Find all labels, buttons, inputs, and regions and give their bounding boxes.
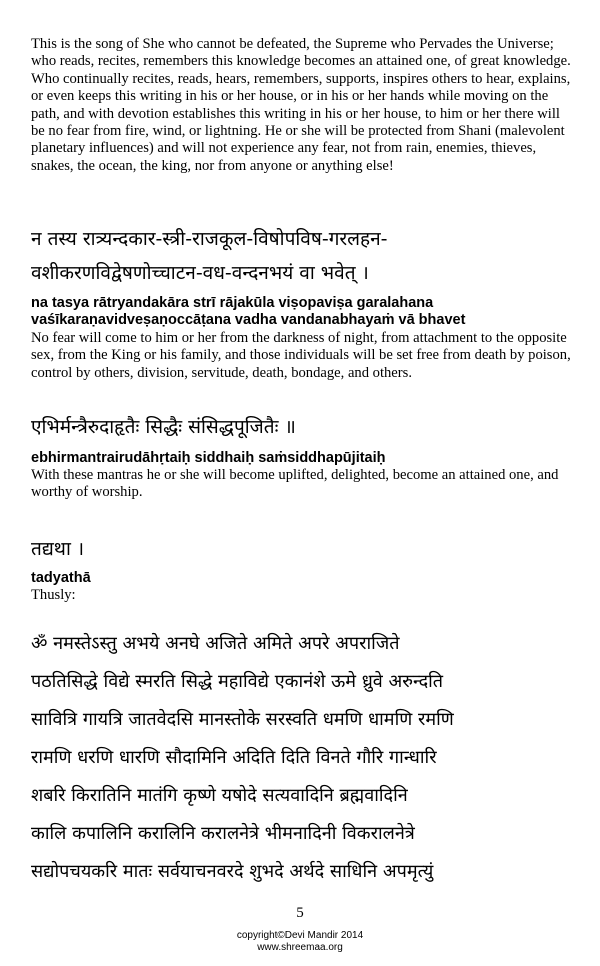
verse-2-transliteration	[31, 450, 581, 467]
mantra-line: सद्योपचयकरि मातः सर्वयाचनवरदे शुभदे अर्थदे साधिनि अपमृत्युं	[31, 861, 434, 882]
mantra-line: रामणि धरणि धारणि सौदामिनि अदिति दिति विनते गौरि गान्धारि	[31, 747, 437, 768]
sanskrit-line: एभिर्मन्त्रैरुदाहृतैः सिद्धैः संसिद्धपूजितैः ॥	[31, 416, 296, 438]
transliteration-line: na tasya rātryandakāra strī rājakūla viṣopaviṣa garalahana	[31, 295, 434, 311]
mantra-line: सावित्रि गायत्रि जातवेदसि मानस्तोके सरस्वति धमणि धामणि रमणि	[31, 709, 454, 730]
transliteration-line: tadyathā	[31, 570, 91, 586]
verse-3-sanskrit	[31, 532, 581, 566]
verse-2-sanskrit	[31, 410, 581, 444]
verse-3-translation: Thusly:	[31, 587, 76, 603]
sanskrit-line: वशीकरणविद्वेषणोच्चाटन-वध-वन्दनभयं वा भवेत् ।	[31, 262, 369, 284]
mantra-line: शबरि किरातिनि मातंगि कृष्णे यषोदे सत्यवादिनि ब्रह्मवादिनि	[31, 785, 408, 806]
footer-website: www.shreemaa.org	[257, 942, 343, 953]
verse-1-transliteration	[31, 295, 581, 329]
mantra-line: कालि कपालिनि करालिनि करालनेत्रे भीमनादिनी विकरालनेत्रे	[31, 823, 415, 844]
mantra-line: पठतिसिद्धे विद्ये स्मरति सिद्धे महाविद्ये एकानंशे ऊमे ध्रुवे अरुन्दति	[31, 671, 444, 692]
verse-1-translation: No fear will come to him or her from the darkness of night, from attachment to the opposite sex, from the King or his family, and those individuals will be set free from death by poison, control by others, division, servitude, death, bondage, and others.	[31, 330, 571, 381]
sanskrit-line: न तस्य रात्र्यन्दकार-स्त्री-राजकूल-विषोपविष-गरलहन-	[31, 228, 388, 250]
page-number: 5	[296, 905, 304, 921]
footer-copyright: copyright©Devi Mandir 2014	[236, 930, 364, 941]
verse-2-translation: With these mantras he or she will become uplifted, delighted, become an attained one, and worthy of worship.	[31, 467, 559, 501]
sanskrit-line: तद्यथा ।	[31, 538, 85, 560]
mantra-block	[31, 625, 591, 891]
verse-1-sanskrit	[31, 222, 581, 290]
transliteration-line: ebhirmantrairudāhṛtaiḥ siddhaiḥ saṁsiddhapūjitaiḥ	[31, 450, 386, 466]
verse-3-transliteration	[31, 570, 581, 587]
intro-paragraph: This is the song of She who cannot be defeated, the Supreme who Pervades the Universe; who reads, recites, remembers this knowledge becomes an attained one, of great knowledge. Who continually recites, reads, hears, remembers, supports, inspires others to hear, explains, or even keeps this writing in his or her house, or in his or her hands while moving on the path, and with devotion establishes this writing in his or her house, to him or her there will be no fear from fire, wind, or lightning. He or she will be protected from Shani (malevolent planetary influences) and will not experience any fear, not from rain, enemies, thieves, snakes, the ocean, the king, nor from anyone or anything else!	[31, 36, 571, 174]
transliteration-line: vaśīkaraṇavidveṣaṇoccāṭana vadha vandanabhayaṁ vā bhavet	[31, 312, 466, 328]
mantra-line: ॐ नमस्तेऽस्तु अभये अनघे अजिते अमिते अपरे अपराजिते	[31, 633, 400, 654]
